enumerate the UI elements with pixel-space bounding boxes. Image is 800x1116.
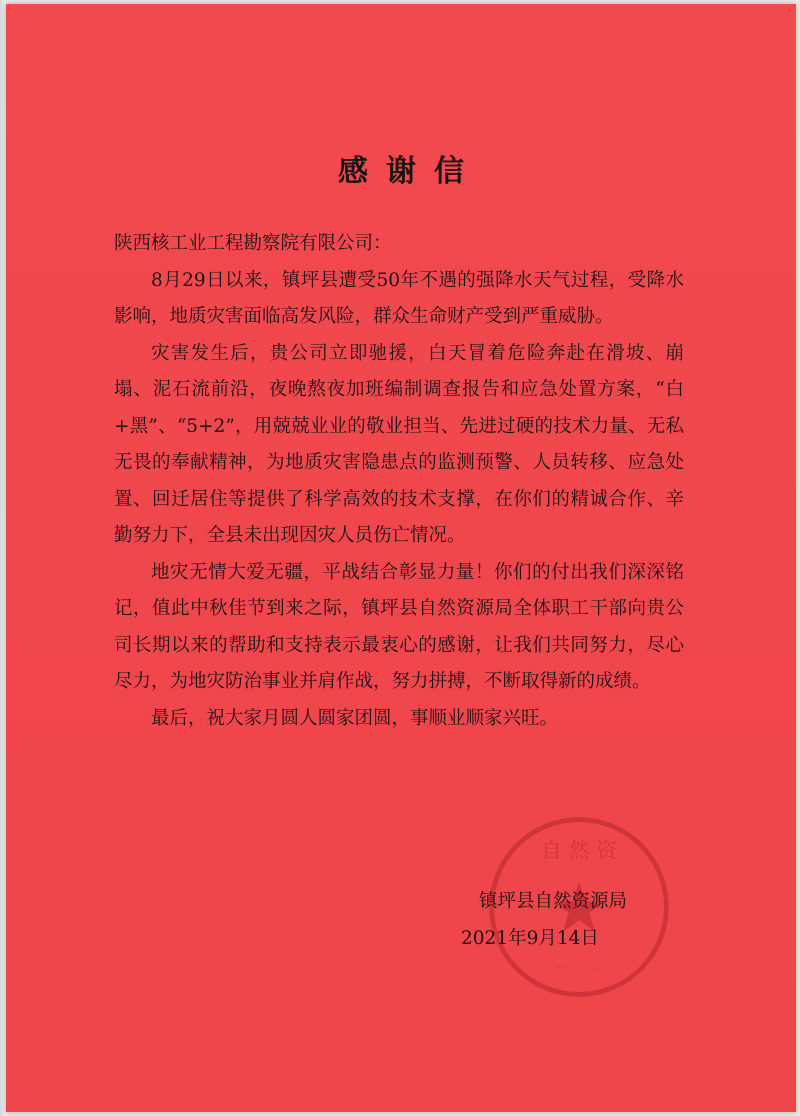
- letter-body: [114, 226, 684, 737]
- letter-sheet: [6, 4, 796, 1112]
- paragraph-1: 8月29日以来，镇坪县遭受50年不遇的强降水天气过程，受降水影响，地质灾害面临高发风险，群众生命财产受到严重威胁。: [114, 269, 684, 327]
- svg-text:自 然 资: 自 然 资: [541, 838, 617, 863]
- svg-text:· · · · · · · ·: · · · · · · · ·: [556, 963, 602, 975]
- letter-title: 感谢信: [338, 154, 482, 189]
- paragraph-3: 地灾无情大爱无疆，平战结合彰显力量！你们的付出我们深深铭记，值此中秋佳节到来之际，镇坪县自然资源局全体职工干部向贵公司长期以来的帮助和支持表示最衷心的感谢，让我们共同努力，尽心尽力，为地灾防治事业并肩作战，努力拼搏，不断取得新的成绩。: [114, 561, 684, 692]
- paragraph-2: 灾害发生后，贵公司立即驰援，白天冒着危险奔赴在滑坡、崩塌、泥石流前沿，夜晚熬夜加班编制调查报告和应急处置方案，“白+黑”、“5+2”，用兢兢业业的敬业担当、先进过硬的技术力量、无私无畏的奉献精神，为地质灾害隐患点的监测预警、人员转移、应急处置、回迁居住等提供了科学高效的技术支撑，在你们的精诚合作、辛勤努力下，全县未出现因灾人员伤亡情况。: [114, 342, 684, 546]
- closing-line: 最后，祝大家月圆人圆家团圆，事顺业顺家兴旺。: [151, 707, 559, 729]
- signature-date: 2021年9月14日: [461, 927, 599, 949]
- signature-block: [461, 884, 711, 957]
- signer-organization: 镇坪县自然资源局: [479, 891, 628, 912]
- salutation: 陕西核工业工程勘察院有限公司：: [114, 233, 392, 254]
